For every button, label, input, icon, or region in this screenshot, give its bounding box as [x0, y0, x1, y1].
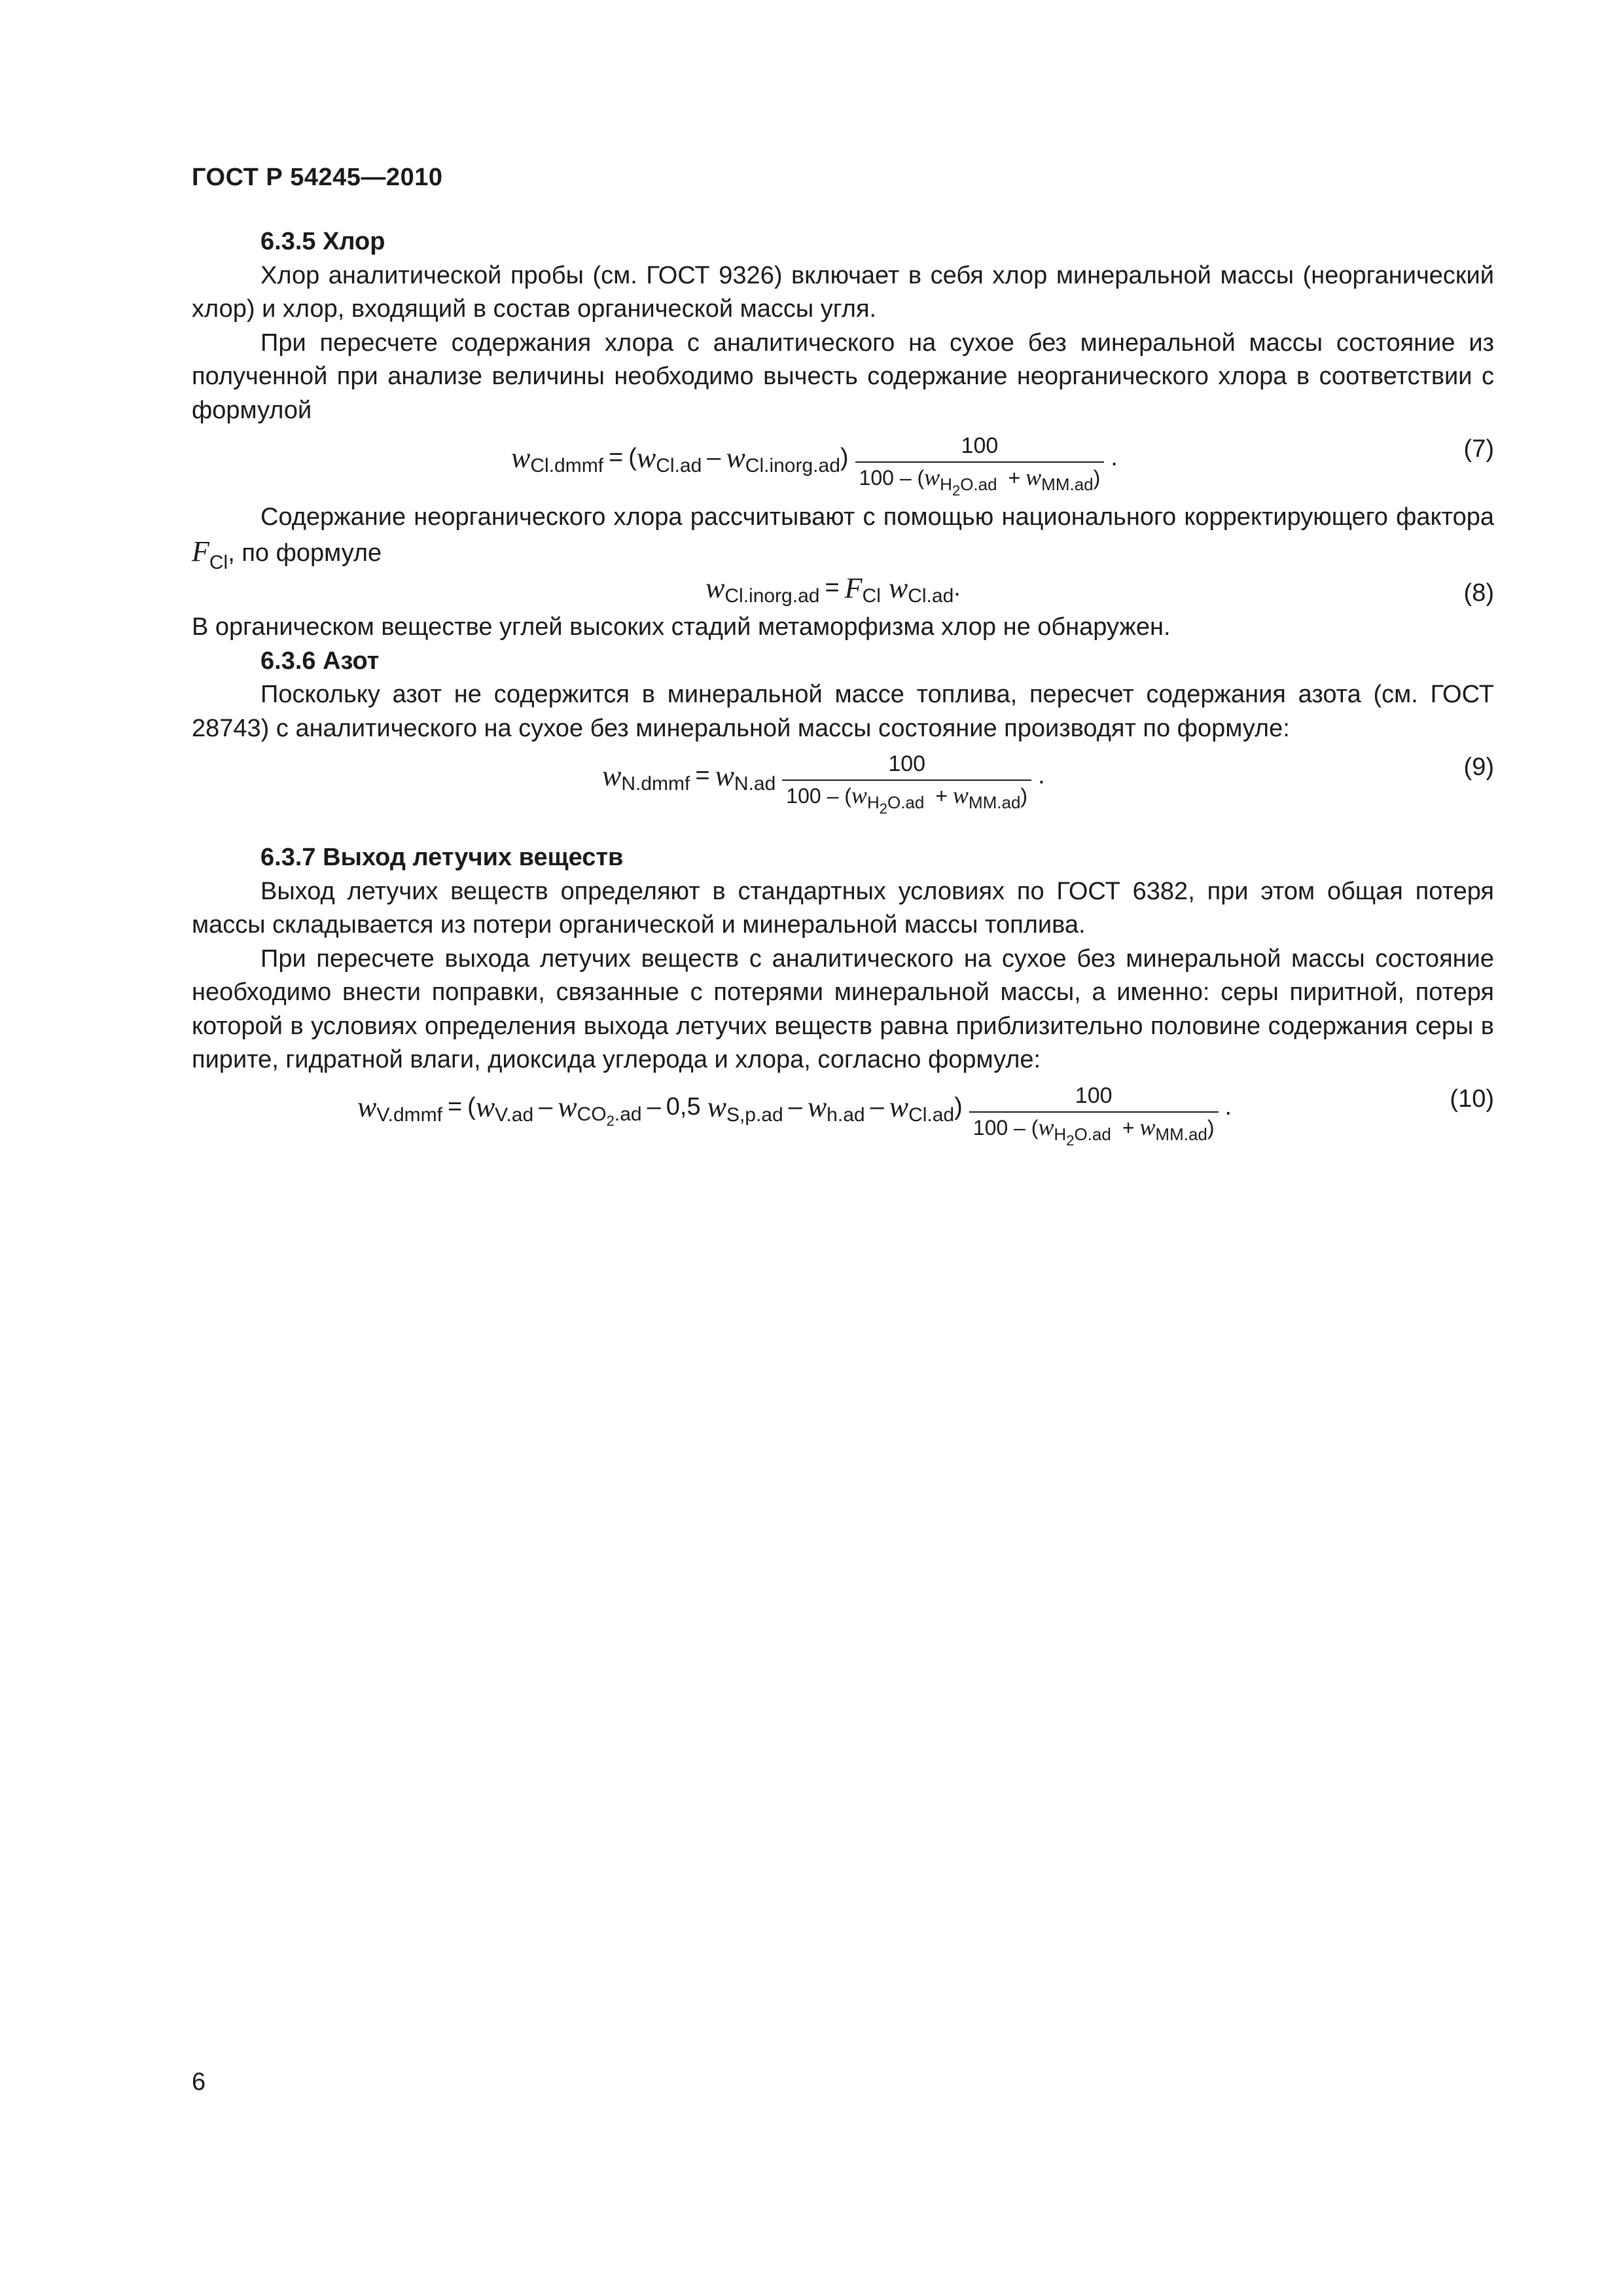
formula-number: (9) — [1463, 753, 1494, 781]
section-heading-volatile: 6.3.7 Выход летучих веществ — [260, 844, 624, 871]
paragraph: Содержание неорганического хлора рассчитывают с помощью национального корректирующего фактора $F_{Cl}$, по формуле — [192, 503, 1494, 573]
formula-number: (8) — [1463, 579, 1494, 607]
document-header: ГОСТ Р 54245—2010 — [192, 164, 443, 191]
paragraph: Хлор аналитической пробы (см. ГОСТ 9326) включает в себя хлор минеральной массы (неорганический хлор) и хлор, входящий в состав органической массы угля. — [192, 261, 1494, 323]
fraction: $\frac{100}{100 - (w_{H_2O.ad} + w_{MM.ad})}$ — [782, 751, 1031, 812]
paragraph: Поскольку азот не содержится в минеральной массе топлива, пересчет содержания азота (см. ГОСТ 28743) с аналитического на сухое без минеральной массы состояние производят по формуле: — [192, 681, 1494, 742]
document-body — [192, 225, 1494, 1151]
formula-10: w V.dmmf = ( w V.ad – w $CO_2.ad$ – 0,5 w S,p.ad – w h.ad – w Cl.ad ) $\frac{100}{100 - (w_{H_2O.ad} + w_{MM.ad})}$ . (10) — [357, 1083, 1494, 1149]
fraction: $\frac{100}{100 - (w_{H_2O.ad} + w_{MM.ad})}$ — [969, 1083, 1219, 1143]
section-heading-nitrogen: 6.3.6 Азот — [260, 647, 380, 675]
paragraph: При пересчете выхода летучих веществ с аналитического на сухое без минеральной массы состояние необходимо внести поправки, связанные с потерями минеральной массы, а именно: серы пиритной, потеря которой в условиях определения выхода летучих веществ равна приблизительно половине содержания серы в пирите, гидратной влаги, диоксида углерода и хлора, согласно формуле: — [192, 944, 1494, 1073]
paragraph: В органическом веществе углей высоких стадий метаморфизма хлор не обнаружен. — [192, 613, 1171, 641]
formula-7: w Cl.dmmf = ( w Cl.ad – w Cl.inorg.ad ) $\frac{100}{100 - (w_{H_2O.ad} + w_{MM.ad})}$ . (7) — [511, 433, 1494, 499]
fraction: $\frac{100}{100 - (w_{H_2O.ad} + w_{MM.ad})}$ — [855, 433, 1105, 493]
paragraph: При пересчете содержания хлора с аналитического на сухое без минеральной массы состояние из полученной при анализе величины необходимо вычесть содержание неорганического хлора в соответствии с формулой — [192, 329, 1494, 424]
page-number: 6 — [192, 2068, 206, 2096]
paragraph: Выход летучих веществ определяют в стандартных условиях по ГОСТ 6382, при этом общая потеря массы складывается из потери органической и минеральной массы топлива. — [192, 877, 1494, 939]
section-heading-chlorine: 6.3.5 Хлор — [260, 228, 385, 255]
formula-number: (7) — [1463, 435, 1494, 463]
formula-9: w N.dmmf = w N.ad $\frac{100}{100 - (w_{H_2O.ad} + w_{MM.ad})}$ . (9) — [602, 751, 1494, 817]
formula-number: (10) — [1450, 1085, 1494, 1113]
formula-8: w Cl.inorg.ad = F Cl w Cl.ad . (8) — [192, 571, 1494, 611]
